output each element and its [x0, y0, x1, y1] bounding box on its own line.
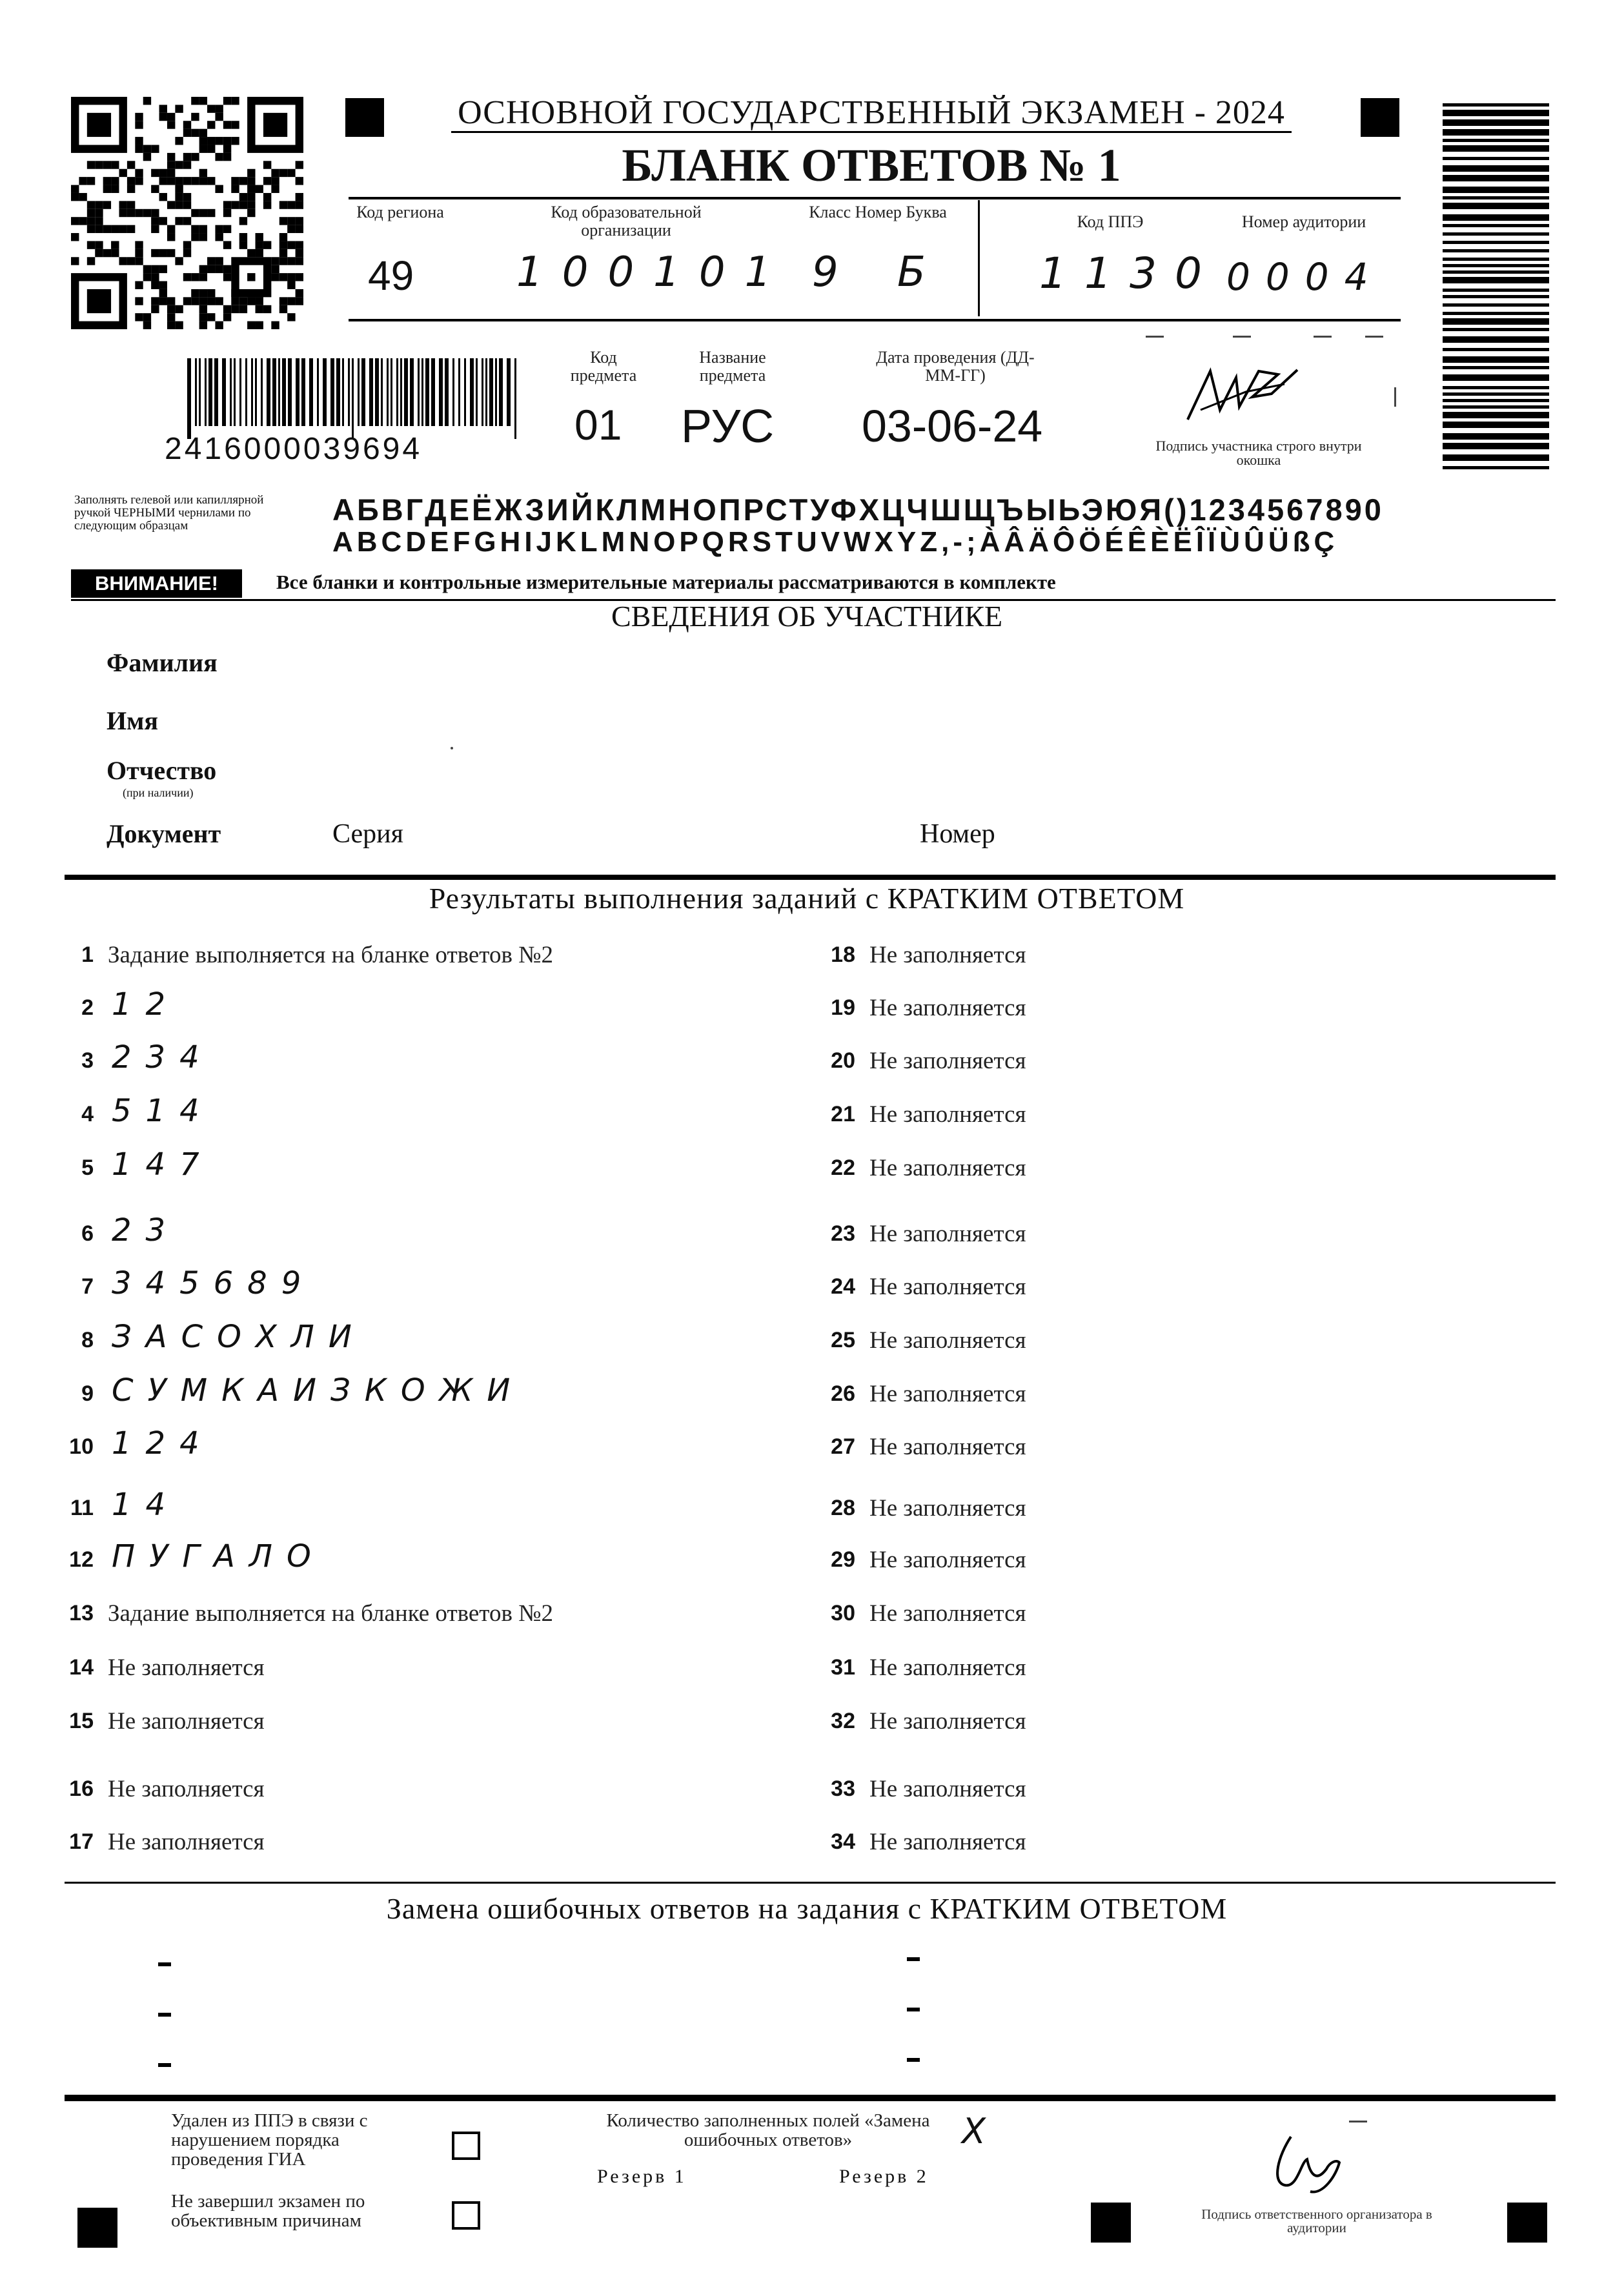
- task-number: 27: [831, 1434, 855, 1459]
- task-number: 8: [81, 1328, 94, 1352]
- task-status-text: Не заполняется: [869, 1495, 1026, 1522]
- task-status-text: Не заполняется: [869, 942, 1026, 968]
- task-number: 18: [831, 942, 855, 967]
- sample-row-cyrillic: АБВГДЕЁЖЗИЙКЛМНОПРСТУФХЦЧШЩЪЫЬЭЮЯ()1234567890: [332, 493, 1384, 527]
- sample-row-latin: ABCDEFGHIJKLMNOPQRSTUVWXYZ,-;ÀÂÄÔÖÉÊÈËÎÏÙÛÜßÇ: [332, 526, 1339, 558]
- name-label: Имя: [107, 706, 158, 735]
- organizer-signature-label: Подпись ответственного организатора в аудитории: [1201, 2206, 1432, 2235]
- task-answer: ПУГАЛО: [112, 1538, 325, 1574]
- ppe-value: 1130: [1039, 249, 1220, 298]
- task-number: 7: [81, 1274, 94, 1299]
- task-status-text: Задание выполняется на бланке ответов №2: [108, 942, 553, 968]
- task-answer: ЗАСОХЛИ: [112, 1319, 366, 1355]
- region-value: 49: [368, 252, 414, 299]
- task-status-text: Не заполняется: [108, 1776, 265, 1802]
- task-status-text: Не заполняется: [869, 1381, 1026, 1407]
- qr-code: [71, 97, 303, 329]
- task-number: 14: [69, 1655, 94, 1680]
- task-number: 23: [831, 1221, 855, 1246]
- ppe-label: Код ППЭ: [1077, 212, 1144, 231]
- task-status-text: Не заполняется: [869, 1654, 1026, 1681]
- task-status-text: Не заполняется: [108, 1829, 265, 1855]
- task-number: 12: [69, 1547, 94, 1572]
- results-section-title: Результаты выполнения заданий с КРАТКИМ ОТВЕТОМ: [429, 882, 1185, 915]
- org-value: 100101: [516, 249, 791, 296]
- task-status-text: Не заполняется: [869, 995, 1026, 1021]
- task-number: 11: [70, 1496, 94, 1520]
- signature-label: Подпись участника строго внутри окошка: [1155, 438, 1362, 468]
- task-number: 6: [81, 1221, 94, 1246]
- task-number: 29: [831, 1547, 855, 1572]
- replacement-dash: [158, 2013, 171, 2017]
- task-number: 3: [81, 1048, 94, 1073]
- task-number: 24: [831, 1274, 855, 1299]
- date-label: Дата проведения (ДД-ММ-ГГ): [876, 348, 1035, 385]
- corner-marker-bottom-right: [1507, 2203, 1547, 2243]
- task-status-text: Не заполняется: [108, 1654, 265, 1681]
- task-number: 16: [69, 1776, 94, 1801]
- number-label: Номер: [920, 819, 995, 849]
- patronymic-note: (при наличии): [123, 786, 194, 799]
- task-answer: СУМКАИЗКОЖИ: [112, 1372, 525, 1409]
- org-label: Код образовательной организации: [551, 203, 702, 239]
- task-number: 19: [831, 995, 855, 1020]
- task-status-text: Не заполняется: [869, 1708, 1026, 1735]
- task-answer: 124: [112, 1425, 214, 1461]
- replacement-section-title: Замена ошибочных ответов на задания с КРАТКИМ ОТВЕТОМ: [386, 1892, 1228, 1925]
- task-status-text: Не заполняется: [869, 1101, 1026, 1128]
- task-number: 4: [81, 1102, 94, 1126]
- organizer-signature: [1265, 2124, 1362, 2201]
- class-letter: Б: [897, 249, 926, 296]
- task-status-text: Не заполняется: [869, 1434, 1026, 1460]
- removed-checkbox[interactable]: [452, 2132, 480, 2160]
- filled-count-value: X: [962, 2111, 986, 2152]
- task-number: 20: [831, 1048, 855, 1073]
- task-answer: 234: [112, 1039, 214, 1075]
- corner-marker-top-right: [1361, 98, 1399, 137]
- task-number: 30: [831, 1601, 855, 1625]
- task-status-text: Не заполняется: [869, 1327, 1026, 1354]
- surname-label: Фамилия: [107, 648, 218, 677]
- linear-barcode: [187, 358, 523, 439]
- task-number: 33: [831, 1776, 855, 1801]
- task-status-text: Не заполняется: [869, 1155, 1026, 1181]
- reserve1-label: Резерв 1: [597, 2166, 687, 2187]
- task-status-text: Задание выполняется на бланке ответов №2: [108, 1600, 553, 1627]
- organizer-dash: [1349, 2121, 1367, 2122]
- not-finished-label: Не завершил экзамен по объективным причинам: [171, 2191, 365, 2231]
- replacement-dash: [907, 2058, 920, 2062]
- task-answer: 12: [112, 986, 180, 1023]
- notice-badge: ВНИМАНИЕ!: [71, 569, 242, 598]
- replacement-dash: [158, 1962, 171, 1966]
- corner-marker-bottom-left: [77, 2208, 117, 2248]
- task-number: 21: [831, 1102, 855, 1126]
- participant-section-title: СВЕДЕНИЯ ОБ УЧАСТНИКЕ: [611, 600, 1003, 633]
- task-number: 28: [831, 1496, 855, 1520]
- task-status-text: Не заполняется: [869, 1600, 1026, 1627]
- task-number: 13: [69, 1601, 94, 1625]
- date-value: 03-06-24: [862, 401, 1043, 451]
- task-number: 26: [831, 1381, 855, 1406]
- barcode-number: 2416000039694: [165, 432, 423, 466]
- form-title: БЛАНК ОТВЕТОВ № 1: [622, 139, 1121, 191]
- task-number: 1: [81, 942, 94, 967]
- task-answer: 23: [112, 1212, 180, 1248]
- task-number: 17: [69, 1829, 94, 1854]
- task-number: 9: [81, 1381, 94, 1406]
- replacement-top-rule: [65, 1882, 1556, 1884]
- room-label: Номер аудитории: [1241, 212, 1366, 231]
- replacement-dash: [907, 1957, 920, 1961]
- results-top-rule: [65, 875, 1556, 880]
- task-number: 25: [831, 1328, 855, 1352]
- class-number: 9: [812, 249, 838, 296]
- task-number: 32: [831, 1709, 855, 1733]
- series-label: Серия: [332, 819, 403, 849]
- participant-signature: [1175, 358, 1304, 429]
- patronymic-label: Отчество: [107, 756, 217, 785]
- stray-dot: [451, 747, 453, 749]
- notice-text: Все бланки и контрольные измерительные материалы рассматриваются в комплекте: [276, 571, 1056, 593]
- removed-label: Удален из ППЭ в связи с нарушением порядка проведения ГИА: [171, 2110, 368, 2170]
- room-value: 0004: [1226, 255, 1384, 299]
- task-status-text: Не заполняется: [869, 1048, 1026, 1074]
- header-divider: [978, 200, 980, 316]
- task-number: 10: [69, 1434, 94, 1459]
- document-label: Документ: [107, 819, 221, 848]
- task-status-text: Не заполняется: [869, 1776, 1026, 1802]
- task-status-text: Не заполняется: [108, 1708, 265, 1735]
- subject-name-label: Название предмета: [699, 348, 766, 385]
- task-status-text: Не заполняется: [869, 1829, 1026, 1855]
- exam-title: ОСНОВНОЙ ГОСУДАРСТВЕННЫЙ ЭКЗАМЕН - 2024: [400, 94, 1343, 132]
- filled-count-label: Количество заполненных полей «Замена ошибочных ответов»: [606, 2110, 930, 2150]
- sample-instruction: Заполнять гелевой или капиллярной ручкой ЧЕРНЫМИ чернилами по следующим образцам: [74, 493, 264, 533]
- replacement-dash: [158, 2063, 171, 2067]
- task-number: 31: [831, 1655, 855, 1680]
- corner-marker-bottom-mid: [1091, 2203, 1131, 2243]
- task-number: 22: [831, 1155, 855, 1180]
- task-status-text: Не заполняется: [869, 1274, 1026, 1300]
- task-number: 2: [81, 995, 94, 1020]
- corner-marker-top: [345, 98, 384, 137]
- dash-marks: [1146, 336, 1404, 338]
- task-answer: 514: [112, 1093, 214, 1129]
- task-number: 5: [81, 1155, 94, 1180]
- class-label: Класс Номер Буква: [809, 203, 947, 221]
- task-answer: 14: [112, 1487, 180, 1523]
- task-number: 34: [831, 1829, 855, 1854]
- replacement-dash: [907, 2008, 920, 2011]
- task-answer: 147: [112, 1146, 214, 1183]
- subject-code-label: Код предмета: [570, 348, 637, 385]
- side-barcode: [1443, 103, 1549, 471]
- reserve2-label: Резерв 2: [839, 2166, 929, 2187]
- task-status-text: Не заполняется: [869, 1221, 1026, 1247]
- subject-name: РУС: [681, 401, 775, 453]
- task-status-text: Не заполняется: [869, 1547, 1026, 1573]
- task-number: 15: [69, 1709, 94, 1733]
- region-label: Код региона: [356, 203, 444, 221]
- not-finished-checkbox[interactable]: [452, 2201, 480, 2230]
- footer-top-rule: [65, 2095, 1556, 2101]
- task-answer: 345689: [112, 1265, 316, 1301]
- subject-code: 01: [574, 401, 622, 449]
- signature-box-tick: [1394, 387, 1396, 407]
